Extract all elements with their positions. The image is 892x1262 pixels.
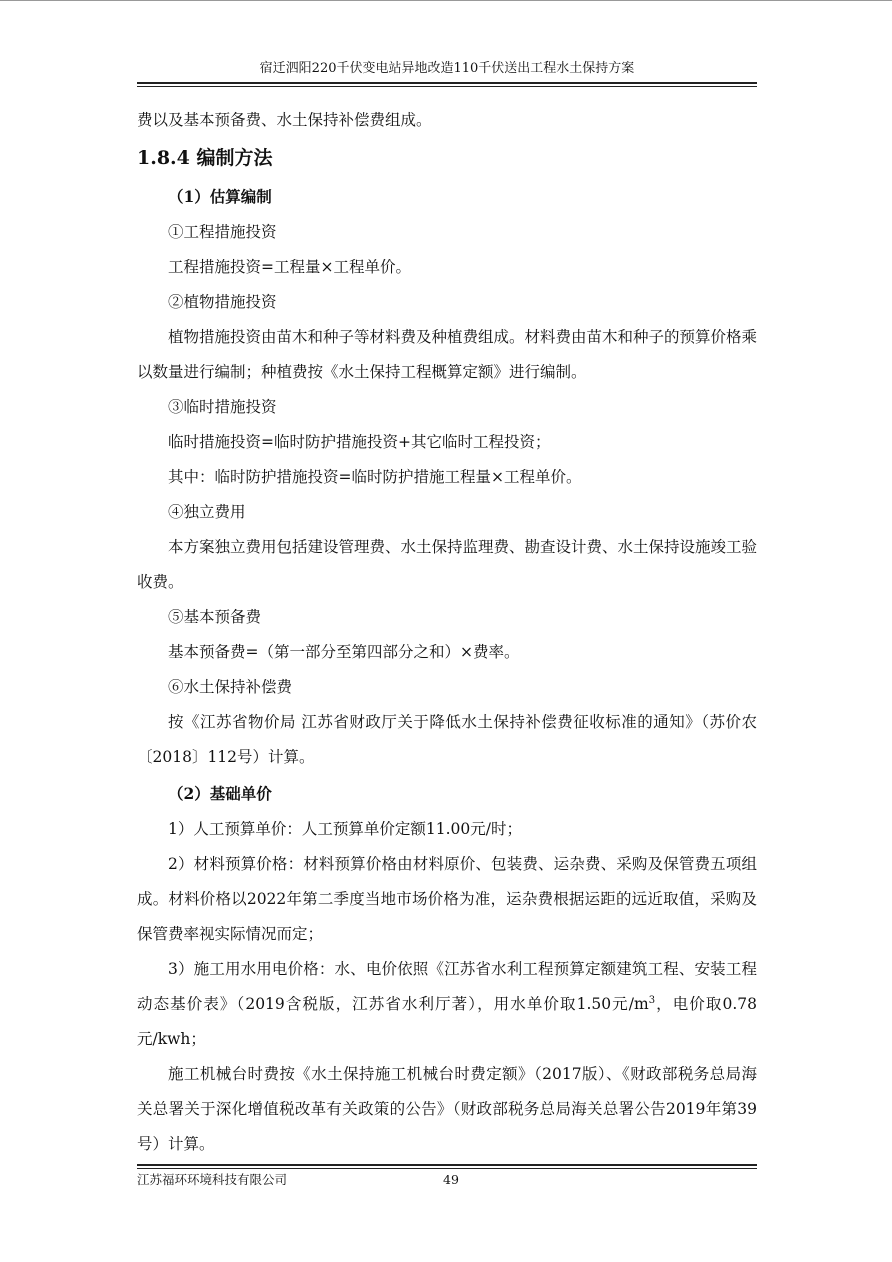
unit-labor: 1）人工预算单价：人工预算单价定额11.00元/时； <box>168 820 522 838</box>
item-text-engineering: 工程措施投资=工程量×工程单价。 <box>168 258 411 276</box>
item-title-reserve: ⑤基本预备费 <box>168 608 262 626</box>
item-title-engineering: ①工程措施投资 <box>168 223 277 241</box>
subheading-estimate: （1）估算编制 <box>168 187 272 206</box>
item-text-plant: 植物措施投资由苗木和种子等材料费及种植费组成。材料费由苗木和种子的预算价格乘以数量进行编制；种植费按《水土保持工程概算定额》进行编制。 <box>137 328 758 381</box>
footer-company: 江苏福环环境科技有限公司 <box>137 1172 288 1187</box>
unit-material: 2）材料预算价格：材料预算价格由材料原价、包装费、运杂费、采购及保管费五项组成。材料价格以2022年第二季度当地市场价格为准，运杂费根据运距的远近取值，采购及保管费率视实际情况而定； <box>137 855 757 943</box>
item-text-temporary-2: 其中：临时防护措施投资=临时防护措施工程量×工程单价。 <box>168 468 582 486</box>
unit-water-power <box>137 952 757 1057</box>
item-title-temporary: ③临时措施投资 <box>168 398 277 416</box>
header-rule-thin <box>137 86 757 87</box>
item-title-independent: ④独立费用 <box>168 503 246 521</box>
header-rule <box>137 82 757 84</box>
unit-water-power-a: 3）施工用水用电价格：水、电价依照《江苏省水利工程预算定额建筑工程、安装工程动态基价表》（2019含税版，江苏省水利厅著），用水单价取1.50元/m <box>137 960 757 1013</box>
page-body <box>137 103 757 1162</box>
item-text-reserve: 基本预备费=（第一部分至第四部分之和）×费率。 <box>168 643 520 661</box>
machine-cost: 施工机械台时费按《水土保持施工机械台时费定额》（2017版）、《财政部税务总局海关总署关于深化增值税改革有关政策的公告》（财政部税务总局海关总署公告2019年第39号）计算。 <box>137 1065 757 1153</box>
paragraph-continued: 费以及基本预备费、水土保持补偿费组成。 <box>137 111 432 129</box>
top-border <box>0 0 892 1</box>
superscript-3: 3 <box>648 994 656 1006</box>
footer-rule-thin <box>137 1168 757 1169</box>
item-text-compensation: 按《江苏省物价局 江苏省财政厅关于降低水土保持补偿费征收标准的通知》（苏价农〔2018〕112号）计算。 <box>137 713 757 766</box>
unit-water-power-b: ，电价取0.78元/kwh； <box>137 995 757 1048</box>
page-number: 49 <box>443 1172 459 1187</box>
item-title-plant: ②植物措施投资 <box>168 293 277 311</box>
subheading-unit-price: （2）基础单价 <box>168 784 272 803</box>
item-text-temporary-1: 临时措施投资=临时防护措施投资+其它临时工程投资； <box>168 433 551 451</box>
page-header: 宿迁泗阳220千伏变电站异地改造110千伏送出工程水土保持方案 <box>259 61 635 76</box>
section-heading: 1.8.4 编制方法 <box>137 147 273 169</box>
footer-rule <box>137 1164 757 1166</box>
item-text-independent: 本方案独立费用包括建设管理费、水土保持监理费、勘查设计费、水土保持设施竣工验收费。 <box>137 538 758 591</box>
item-title-compensation: ⑥水土保持补偿费 <box>168 678 293 696</box>
